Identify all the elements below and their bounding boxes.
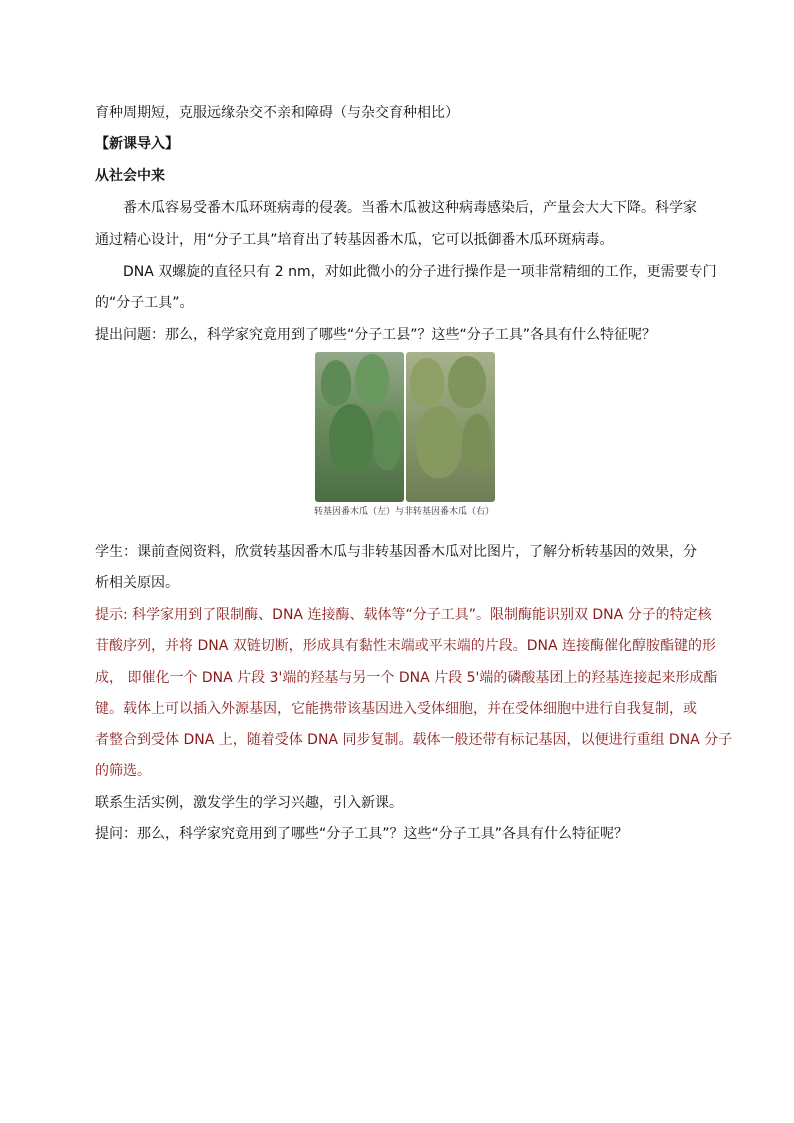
hint-paragraph-line4: 键。载体上可以插入外源基因，它能携带该基因进入受体细胞，并在受体细胞中进行自我复制，或: [95, 701, 697, 717]
paragraph-papaya-line2: 通过精心设计，用“分子工具”培育出了转基因番木瓜，它可以抵御番木瓜环斑病毒。: [95, 232, 614, 248]
transgenic-papaya-photo: [315, 352, 404, 502]
hint-paragraph-line2: 苷酸序列，并将 DNA 双链切断，形成具有黏性末端或平末端的片段。DNA 连接酶催化醇胺酯键的形: [95, 638, 717, 654]
hint-paragraph-line6: 的筛选。: [95, 763, 151, 779]
summary-paragraph: 联系生活实例，激发学生的学习兴趣，引入新课。: [95, 795, 403, 811]
subheading-from-society: 从社会中来: [95, 168, 165, 184]
paragraph-advantage: 育种周期短，克服远缘杂交不亲和障碍（与杂交育种相比）: [95, 105, 459, 121]
figure-caption: 转基因番木瓜（左）与非转基因番木瓜（右）: [313, 507, 494, 517]
paragraph-dna-line2: 的“分子工具”。: [95, 295, 194, 311]
hint-paragraph-line1: 提示: 科学家用到了限制酶、DNA 连接酶、载体等“分子工具”。限制酶能识别双 DNA 分子的特定核: [95, 607, 712, 623]
paragraph-papaya-line1: 番木瓜容易受番木瓜环斑病毒的侵袭。当番木瓜被这种病毒感染后，产量会大大下降。科学家: [123, 200, 697, 216]
student-paragraph-line1: 学生：课前查阅资料，欣赏转基因番木瓜与非转基因番木瓜对比图片，了解分析转基因的效果，分: [95, 544, 697, 560]
hint-paragraph-line5: 者整合到受体 DNA 上，随着受体 DNA 同步复制。载体一般还带有标记基因，以便进行重组 DNA 分子: [95, 732, 733, 748]
question-paragraph: 提出问题：那么，科学家究竟用到了哪些“分子工县”？这些“分子工具”各具有什么特征呢？: [95, 327, 657, 343]
final-question-paragraph: 提问：那么，科学家究竟用到了哪些“分子工具”？这些“分子工具”各具有什么特征呢？: [95, 826, 629, 842]
section-heading-new-lesson: 【新课导入】: [95, 136, 179, 152]
student-paragraph-line2: 析相关原因。: [95, 575, 179, 591]
non-transgenic-papaya-photo: [406, 352, 495, 502]
papaya-comparison-figure: [313, 352, 495, 522]
paragraph-dna-line1: DNA 双螺旋的直径只有 2 nm，对如此微小的分子进行操作是一项非常精细的工作，更需要专门: [123, 264, 717, 280]
hint-paragraph-line3: 成， 即催化一个 DNA 片段 3'端的羟基与另一个 DNA 片段 5'端的磷酸基团上的羟基连接起来形成酯: [95, 670, 718, 686]
